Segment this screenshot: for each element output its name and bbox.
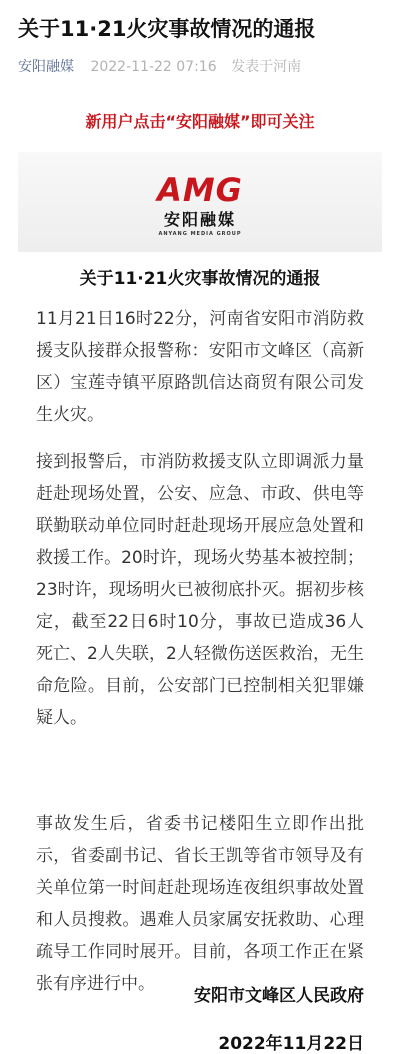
paragraph-3: 事故发生后，省委书记楼阳生立即作出批示，省委副书记、省长王凯等省市领导及有关单位第一时间赶赴现场连夜组织事故处置和人员搜救。遇难人员家属安抚救助、心理疏导工作同时展开。目前，各项工作正在紧张有序进行中。 xyxy=(36,814,364,994)
article-meta xyxy=(18,57,390,77)
paragraph-2: 接到报警后，市消防救援支队立即调派力量赶赴现场处置，公安、应急、市政、供电等联勤联动单位同时赶赴现场开展应急处置和救援工作。20时许，现场火势基本被控制；23时许，现场明火已被彻底扑灭。据初步核定，截至22日6时10分，事故已造成36人死亡、2人失联，2人轻微伤送医救治，无生命危险。目前，公安部门已控制相关犯罪嫌疑人。 xyxy=(36,452,364,728)
amg-logo-mark-text: AMG xyxy=(157,172,243,206)
publish-location: 发表于河南 xyxy=(231,59,302,75)
logo-banner xyxy=(18,152,382,252)
amg-logo-mark-icon xyxy=(152,172,248,206)
signature-date: 2022年11月22日 xyxy=(218,1034,364,1054)
follow-tip[interactable]: 新用户点击“安阳融媒”即可关注 xyxy=(85,112,315,131)
signature: 安阳市文峰区人民政府 xyxy=(194,986,364,1006)
logo-name: 安阳融媒 xyxy=(163,210,236,229)
amg-logo xyxy=(140,172,260,252)
article-title: 关于11·21火灾事故情况的通报 xyxy=(18,17,316,41)
publish-date: 2022-11-22 07:16 xyxy=(90,59,217,75)
paragraph-1: 11月21日16时22分，河南省安阳市消防救援支队接群众报警称：安阳市文峰区（高新区）宝莲寺镇平原路凯信达商贸有限公司发生火灾。 xyxy=(36,309,364,425)
logo-english: ANYANG MEDIA GROUP xyxy=(158,231,242,237)
body-heading: 关于11·21火灾事故情况的通报 xyxy=(79,269,321,289)
account-name-link[interactable]: 安阳融媒 xyxy=(18,59,74,75)
